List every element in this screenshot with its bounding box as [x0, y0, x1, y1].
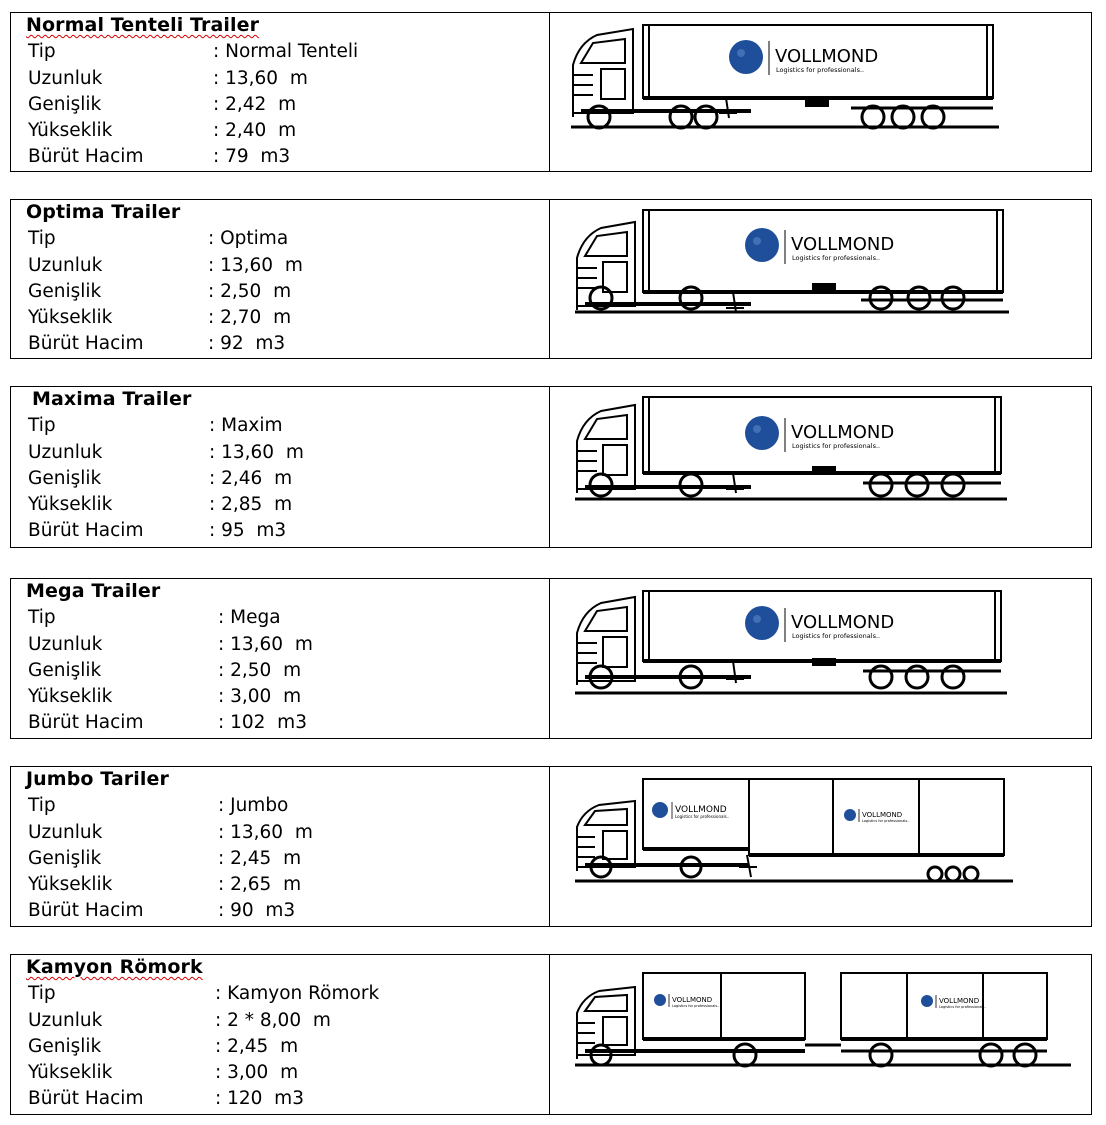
uzunluk-value: : 13,60 m: [218, 634, 313, 655]
hacim-value: : 90 m3: [218, 900, 296, 921]
uzunluk-value: : 13,60 m: [208, 255, 303, 276]
spec-panel: Optima Trailer Tip : Optima Uzunluk : 13,60 m Genişlik : 2,50 m Yükseklik : 2,70 m Bürüt Hacim : 92 m3: [26, 201, 303, 354]
yukseklik-value: : 2,40 m: [213, 120, 297, 141]
semi-trailer-truck-icon: [551, 579, 1091, 740]
trailer-card-optima: [10, 199, 1092, 359]
trailer-title: Kamyon Römork: [26, 956, 203, 978]
truck-illustration: [551, 579, 1091, 738]
divider: [549, 767, 550, 926]
hacim-value: : 102 m3: [218, 712, 307, 733]
trailer-title: Mega Trailer: [26, 580, 161, 602]
tip-value: : Mega: [218, 607, 281, 628]
divider: [549, 200, 550, 358]
brand-tagline: Logistics for professionals..: [792, 254, 881, 262]
truck-illustration: [551, 13, 1091, 171]
brand-name: VOLLMOND: [675, 805, 727, 815]
divider: [549, 387, 550, 547]
hacim-value: : 95 m3: [209, 520, 287, 541]
brand-name: VOLLMOND: [791, 422, 895, 443]
brand-tagline: Logistics for professionals..: [792, 632, 881, 640]
semi-trailer-truck-icon: [551, 13, 1091, 173]
hacim-value: : 120 m3: [215, 1088, 304, 1109]
brand-name: VOLLMOND: [862, 811, 903, 819]
hacim-value: : 92 m3: [208, 333, 286, 354]
trailer-card-normal-tenteli: [10, 12, 1092, 172]
tip-value: : Maxim: [209, 415, 283, 436]
semi-trailer-truck-icon: [551, 200, 1091, 360]
genislik-value: : 2,46 m: [209, 468, 293, 489]
spec-panel: Maxima Trailer Tip : Maxim Uzunluk : 13,60 m Genişlik : 2,46 m Yükseklik : 2,85 m Bürüt Hacim : 95 m3: [28, 388, 304, 541]
moon-logo-icon: [745, 606, 779, 640]
trailer-card-jumbo: [10, 766, 1092, 927]
uzunluk-value: : 13,60 m: [213, 68, 308, 89]
uzunluk-value: : 2 * 8,00 m: [215, 1010, 331, 1031]
trailer-card-mega: [10, 578, 1092, 739]
moon-logo-icon: [745, 228, 779, 262]
spec-panel: Kamyon Römork Tip : Kamyon Römork Uzunluk : 2 * 8,00 m Genişlik : 2,45 m Yükseklik : 3,00 m Bürüt Hacim : 120 m3: [26, 956, 380, 1109]
yukseklik-value: : 2,65 m: [218, 874, 302, 895]
moon-logo-icon: [921, 995, 933, 1007]
uzunluk-value: : 13,60 m: [218, 822, 313, 843]
moon-logo-icon: [652, 802, 668, 818]
semi-trailer-truck-icon: [551, 387, 1091, 549]
moon-logo-icon: [844, 809, 856, 821]
genislik-value: : 2,50 m: [208, 281, 292, 302]
moon-logo-icon: [729, 40, 763, 74]
trailer-card-maxima: [10, 386, 1092, 548]
truck-illustration: [551, 955, 1091, 1114]
trailer-title: Maxima Trailer: [32, 388, 192, 410]
brand-tagline: Logistics for professionals..: [675, 814, 730, 819]
trailer-card-kamyon-romork: [10, 954, 1092, 1115]
brand-tagline: Logistics for professionals..: [776, 66, 865, 74]
tip-value: : Optima: [208, 228, 289, 249]
brand-name: VOLLMOND: [939, 997, 980, 1005]
trailer-title: Optima Trailer: [26, 201, 181, 223]
brand-name: VOLLMOND: [791, 612, 895, 633]
truck-illustration: [551, 200, 1091, 358]
genislik-value: : 2,45 m: [215, 1036, 299, 1057]
divider: [549, 579, 550, 738]
hacim-value: : 79 m3: [213, 146, 291, 167]
spec-panel: Mega Trailer Tip : Mega Uzunluk : 13,60 m Genişlik : 2,50 m Yükseklik : 3,00 m Bürüt Hacim : 102 m3: [26, 580, 313, 733]
brand-name: VOLLMOND: [791, 234, 895, 255]
trailer-title: Normal Tenteli Trailer: [26, 14, 260, 36]
moon-logo-icon: [654, 994, 666, 1006]
genislik-value: : 2,42 m: [213, 94, 297, 115]
divider: [549, 13, 550, 171]
brand-tagline: Logistics for professionals..: [939, 1005, 987, 1009]
yukseklik-value: : 3,00 m: [215, 1062, 299, 1083]
trailer-title: Jumbo Tariler: [26, 768, 169, 790]
genislik-value: : 2,50 m: [218, 660, 302, 681]
yukseklik-value: : 2,70 m: [208, 307, 292, 328]
brand-tagline: Logistics for professionals..: [672, 1004, 720, 1008]
moon-logo-icon: [745, 416, 779, 450]
truck-and-trailer-icon: [551, 955, 1091, 1116]
truck-illustration: [551, 387, 1091, 547]
brand-tagline: Logistics for professionals..: [792, 442, 881, 450]
brand-tagline: Logistics for professionals..: [862, 819, 910, 823]
tip-value: : Jumbo: [218, 795, 289, 816]
spec-panel: Jumbo Tariler Tip : Jumbo Uzunluk : 13,60 m Genişlik : 2,45 m Yükseklik : 2,65 m Bürüt Hacim : 90 m3: [26, 768, 313, 921]
yukseklik-value: : 3,00 m: [218, 686, 302, 707]
genislik-value: : 2,45 m: [218, 848, 302, 869]
tip-value: : Normal Tenteli: [213, 41, 359, 62]
uzunluk-value: : 13,60 m: [209, 442, 304, 463]
spec-panel: Normal Tenteli Trailer Tip : Normal Tenteli Uzunluk : 13,60 m Genişlik : 2,42 m Yükseklik : 2,40 m Bürüt Hacim : 79 m3: [26, 14, 359, 167]
yukseklik-value: : 2,85 m: [209, 494, 293, 515]
tip-value: : Kamyon Römork: [215, 983, 380, 1004]
jumbo-truck-icon: [551, 767, 1091, 928]
divider: [549, 955, 550, 1114]
brand-name: VOLLMOND: [672, 996, 713, 1004]
brand-name: VOLLMOND: [775, 46, 879, 67]
truck-illustration: [551, 767, 1091, 926]
